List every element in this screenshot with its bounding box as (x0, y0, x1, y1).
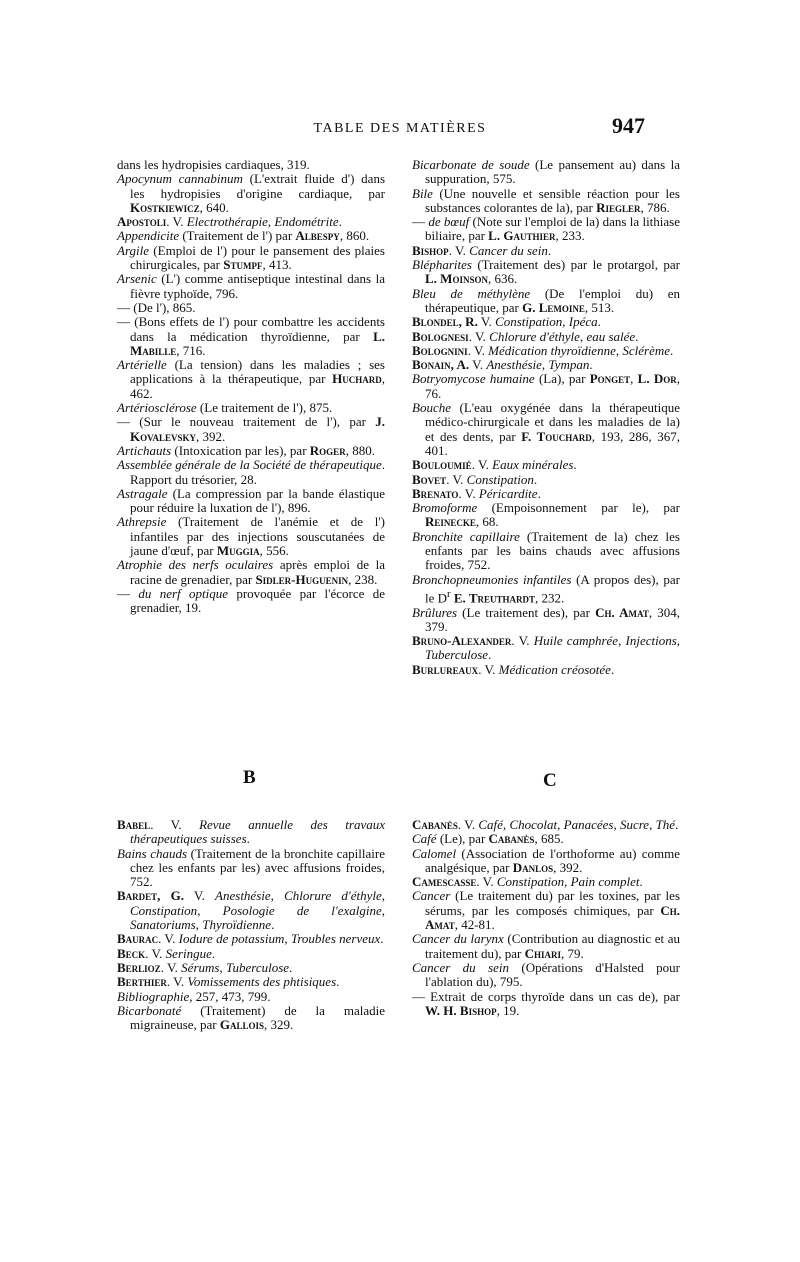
index-entry: Bicarbonaté (Traitement) de la maladie migraineuse, par Gallois, 329. (117, 1002, 385, 1033)
index-entry: Bronchopneumonies infantiles (A propos des), par le $D^r$ E. Treuthardt, 232. (412, 571, 680, 606)
index-entry: Beck. V. Seringue. (117, 945, 216, 961)
index-entry: Cancer du sein (Opérations d'Halsted pour l'ablation du), 795. (412, 959, 680, 990)
index-entry: Bleu de méthylène (De l'emploi du) en thérapeutique, par G. Lemoine, 513. (412, 285, 680, 315)
index-entry: Cancer du larynx (Contribution au diagnostic et au traitement du), par Chiari, 79. (412, 931, 680, 961)
index-entry: Artérielle (La tension) dans les maladies ; ses applications à la thérapeutique, par Huchard, 462. (117, 357, 385, 401)
index-entry: Bolognesi. V. Chlorure d'éthyle, eau salée. (412, 328, 639, 344)
index-entry: — de bœuf (Note sur l'emploi de la) dans la lithiase biliaire, par L. Gauthier, 233. (412, 214, 681, 244)
index-entry: Bardet, G. V. Anesthésie, Chlorure d'éthyle, Constipation, Posologie de l'exalgine, Sanatoriums, Thyroïdienne. (117, 888, 385, 933)
index-entry: Bishop. V. Cancer du sein. (412, 242, 552, 258)
index-column-right-c (412, 818, 680, 1018)
index-entry: Bouloumié. V. Eaux minérales. (412, 457, 577, 473)
index-entry: Camescasse. V. Constipation, Pain complet. (412, 874, 643, 890)
index-entry: Babel. V. Revue annuelle des travaux thérapeutiques suisses. (117, 817, 385, 847)
index-column-right-top (412, 158, 680, 677)
index-entry: Artériosclérose (Le traitement de l'), 875. (117, 400, 333, 416)
index-entry: — du nerf optique provoquée par l'écorce de grenadier, 19. (117, 585, 386, 616)
index-entry: — Extrait de corps thyroïde dans un cas de), par W. H. Bishop, 19. (412, 988, 680, 1018)
index-entry: Bains chauds (Traitement de la bronchite capillaire chez les enfants par les) avec affusions froides, 752. (117, 845, 385, 890)
index-entry: Bruno-Alexander. V. Huile camphrée, Injections, Tuberculose. (412, 633, 681, 663)
index-entry: dans les hydropisies cardiaques, 319. (117, 157, 310, 172)
index-entry: Cabanès. V. Café, Chocolat, Panacées, Sucre, Thé. (412, 817, 679, 832)
index-entry: Botryomycose humaine (La), par Ponget, L. Dor, 76. (412, 371, 680, 401)
index-entry: Burlureaux. V. Médication créosotée. (412, 661, 615, 677)
index-entry: Bronchite capillaire (Traitement de la) chez les enfants par les bains chauds avec affusions froides, 752. (412, 528, 680, 573)
index-entry: Arsenic (L') comme antiseptique intestinal dans la fièvre typhoïde, 796. (117, 271, 385, 301)
index-entry: Bicarbonate de soude (Le pansement au) dans la suppuration, 575. (412, 157, 680, 187)
index-entry: Bonain, A. V. Anesthésie, Tympan. (412, 357, 593, 373)
index-entry: Bouche (L'eau oxygénée dans la thérapeutique médico-chirurgicale et dans les maladies de la) et des dents, par F. Touchard, 193, 286, 367, 401. (412, 400, 681, 458)
index-entry: Apocynum cannabinum (L'extrait fluide d') dans les hydropisies d'origine cardiaque, par Kostkiewicz, 640. (117, 171, 386, 215)
page-number: 947 (612, 113, 645, 138)
index-entry: Brûlures (Le traitement des), par Ch. Amat, 304, 379. (412, 604, 681, 634)
index-entry: — (Bons effets de l') pour combattre les accidents dans la médication thyroïdienne, par L. Mabille, 716. (117, 314, 385, 358)
index-column-left-top (117, 158, 385, 616)
index-entry: Bovet. V. Constipation. (412, 471, 538, 487)
index-entry: Appendicite (Traitement de l') par Albespy, 860. (117, 228, 370, 244)
index-entry: Blépharites (Traitement des) par le protargol, par L. Moinson, 636. (412, 257, 680, 287)
index-entry: Bolognini. V. Médication thyroïdienne, Sclérème. (412, 342, 674, 358)
index-entry: Brenato. V. Péricardite. (412, 485, 541, 501)
index-entry: Artichauts (Intoxication par les), par Roger, 880. (117, 442, 375, 458)
index-entry: Baurac. V. Iodure de potassium, Troubles nerveux. (117, 931, 384, 947)
index-entry: Calomel (Association de l'orthoforme au) comme analgésique, par Danlos, 392. (412, 845, 680, 875)
section-letter-c: C (543, 770, 557, 791)
index-entry: — (De l'), 865. (117, 299, 196, 315)
index-column-left-b (117, 818, 385, 1032)
index-entry: Argile (Emploi de l') pour le pansement des plaies chirurgicales, par Stumpf, 413. (117, 242, 385, 273)
index-entry: Berlioz. V. Sérums, Tuberculose. (117, 959, 293, 975)
index-entry: Atrophie des nerfs oculaires après emploi de la racine de grenadier, par Sidler-Huguenin, 238. (117, 557, 385, 587)
index-entry: Bile (Une nouvelle et sensible réaction pour les substances colorantes de la), par Riegler, 786. (412, 185, 680, 215)
index-entry: Blondel, R. V. Constipation, Ipéca. (412, 314, 601, 330)
index-entry: Athrepsie (Traitement de l'anémie et de l') infantiles par des injections souscutanées de jaune d'œuf, par Muggia, 556. (117, 514, 385, 559)
index-entry: Cancer (Le traitement du) par les toxines, par les sérums, par les composés chimiques, par Ch. Amat, 42-81. (412, 888, 680, 933)
index-entry: — (Sur le nouveau traitement de l'), par J. Kovalevsky, 392. (117, 414, 385, 444)
index-entry: Café (Le), par Cabanès, 685. (412, 831, 564, 847)
index-entry: Bromoforme (Empoisonnement par le), par Reinecke, 68. (412, 500, 680, 530)
section-letter-b: B (243, 767, 256, 788)
running-title: TABLE DES MATIÈRES (313, 121, 487, 136)
index-entry: Bibliographie, 257, 473, 799. (117, 988, 271, 1004)
index-entry: Apostoli. V. Electrothérapie, Endométrite. (117, 214, 342, 230)
index-entry: Assemblée générale de la Société de thérapeutique. Rapport du trésorier, 28. (117, 457, 385, 487)
index-entry: Berthier. V. Vomissements des phtisiques. (117, 974, 340, 990)
index-entry: Astragale (La compression par la bande élastique pour réduire la luxation de l'), 896. (117, 485, 385, 516)
